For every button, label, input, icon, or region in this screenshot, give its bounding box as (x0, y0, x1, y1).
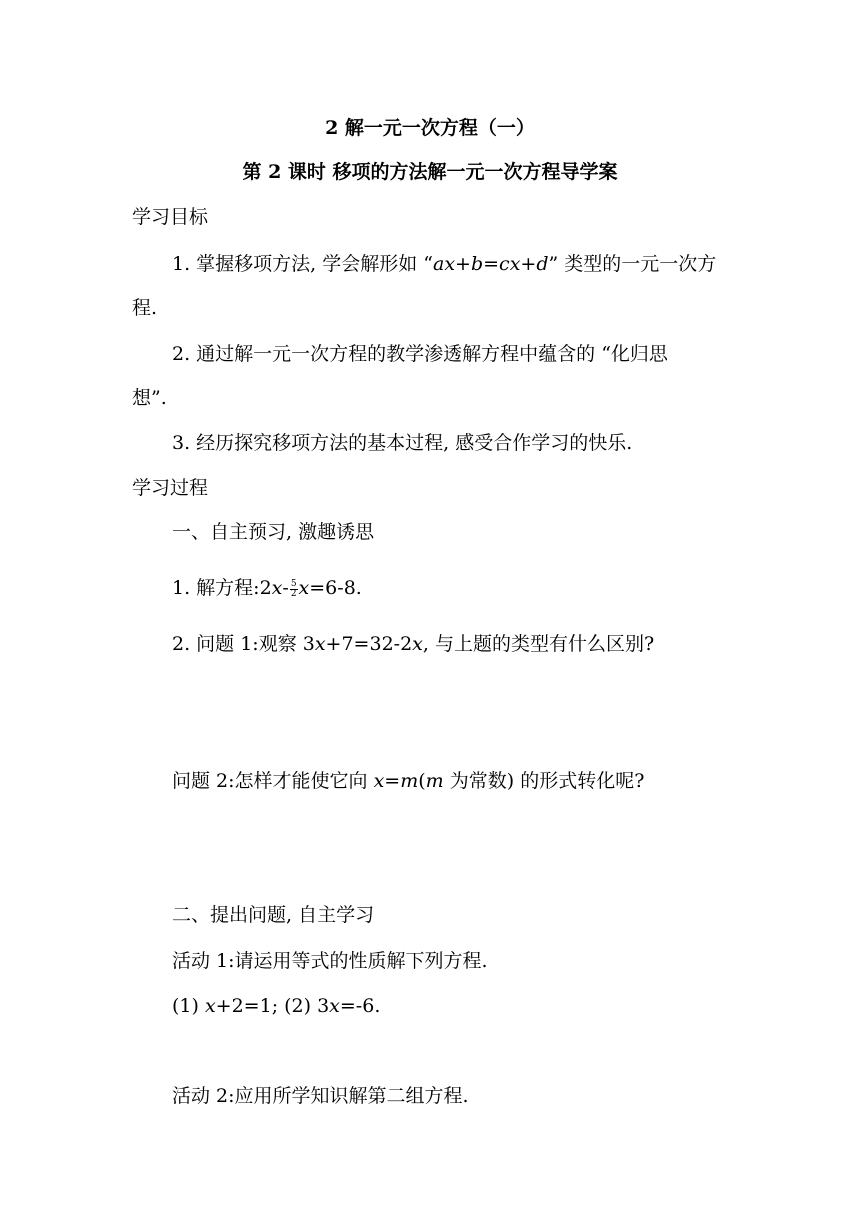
question-3-paren: ( (418, 770, 426, 792)
question-2 (172, 635, 654, 654)
fraction-numerator: 5 (290, 578, 297, 589)
question-3-var-m-2: m (425, 770, 444, 792)
question-1-var-x-2: x (298, 577, 310, 599)
section-heading-process: 学习过程 (132, 477, 209, 499)
question-1-suffix: =6-8. (309, 577, 362, 599)
question-1 (172, 579, 362, 599)
question-1-fraction (290, 580, 298, 599)
objective-2: 2. 通过解一元一次方程的教学渗透解方程中蕴含的 “化归思 (172, 343, 668, 365)
question-1-minus: - (282, 577, 289, 599)
question-2-var-x: x (314, 633, 326, 655)
fraction-denominator: 2 (290, 588, 297, 599)
objective-1-formula: ax+b=cx+d (433, 253, 549, 275)
equation-2-var-x: x (329, 995, 340, 1017)
objective-1 (172, 255, 716, 274)
question-3 (172, 772, 644, 791)
equation-1-var-x: x (204, 995, 216, 1017)
question-2-suffix: , 与上题的类型有什么区别? (422, 633, 655, 655)
objective-1-suffix: ” 类型的一元一次方 (548, 253, 717, 275)
question-2-mid: +7=32-2 (325, 633, 413, 655)
question-3-var-x: x (373, 770, 385, 792)
part-2-heading: 二、提出问题, 自主学习 (172, 904, 375, 926)
question-3-prefix: 问题 2:怎样才能使它向 (172, 770, 374, 792)
equation-2-rest: =-6. (339, 995, 381, 1017)
question-1-prefix: 1. 解方程:2 (172, 577, 272, 599)
objective-1-prefix: 1. 掌握移项方法, 学会解形如 “ (172, 253, 434, 275)
page-subtitle: 第 2 课时 移项的方法解一元一次方程导学案 (242, 161, 618, 183)
question-3-var-m: m (400, 770, 419, 792)
question-1-var-x: x (271, 577, 283, 599)
part-1-heading: 一、自主预习, 激趣诱思 (172, 521, 375, 543)
equation-1-label: (1) (172, 995, 205, 1017)
question-2-var-x-2: x (412, 633, 423, 655)
equation-1-rest: +2=1; (2) 3 (215, 995, 330, 1017)
objective-1-continued: 程. (132, 297, 158, 319)
objective-3: 3. 经历探究移项方法的基本过程, 感受合作学习的快乐. (172, 432, 633, 454)
page-title: 2 解一元一次方程（一） (325, 117, 535, 139)
question-2-prefix: 2. 问题 1:观察 3 (172, 633, 315, 655)
activity-2: 活动 2:应用所学知识解第二组方程. (172, 1085, 469, 1107)
question-3-suffix: 为常数) 的形式转化呢? (443, 770, 645, 792)
section-heading-objectives: 学习目标 (132, 206, 209, 228)
objective-2-continued: 想”. (132, 387, 167, 409)
question-3-eq: = (384, 770, 401, 792)
activity-1: 活动 1:请运用等式的性质解下列方程. (172, 950, 488, 972)
activity-1-equations (172, 997, 380, 1016)
